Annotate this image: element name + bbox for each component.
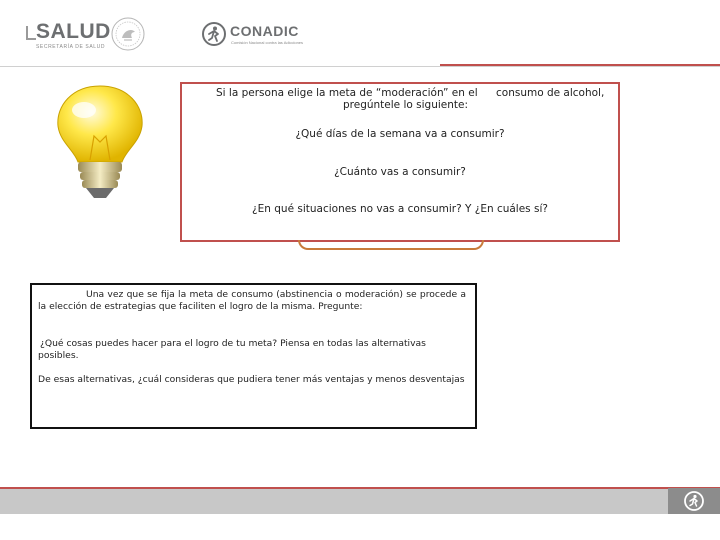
alternatives-question: ¿Qué cosas puedes hacer para el logro de tu meta? Piensa en todas las alternativas posibles. <box>38 338 426 361</box>
question-days: ¿Qué días de la semana va a consumir? <box>295 128 505 140</box>
light-bulb-icon <box>50 80 150 210</box>
footer-accent-line <box>0 487 720 489</box>
salud-subtitle: SECRETARÍA DE SALUD <box>36 44 106 50</box>
mexico-seal-icon <box>110 16 146 52</box>
callout-tab <box>298 240 484 250</box>
footer-bar <box>0 488 668 514</box>
footer-logo <box>668 488 720 514</box>
conadic-wordmark: CONADIC <box>230 23 299 39</box>
header-accent-line <box>440 64 720 66</box>
conadic-logo <box>202 22 332 48</box>
conadic-subtitle: Comisión Nacional contra las Adicciones <box>231 40 304 45</box>
conadic-emblem-icon <box>202 22 226 46</box>
moderation-intro-text-end: consumo de alcohol, <box>496 87 605 99</box>
salud-logo <box>30 20 110 50</box>
strategies-intro-paragraph: Una vez que se fija la meta de consumo (abstinencia o moderación) se procede a la elección de estrategias que faciliten el logro de la misma. Pregunte: <box>38 289 466 312</box>
salud-wordmark: SALUD <box>36 20 111 43</box>
advantages-question: De esas alternativas, ¿cuál consideras que pudiera tener más ventajas y menos desventajas <box>38 374 465 385</box>
salud-logo-mark-icon <box>26 26 36 40</box>
moderation-intro-text-line2: pregúntele lo siguiente: <box>343 99 469 111</box>
question-amount: ¿Cuánto vas a consumir? <box>334 166 466 178</box>
question-situations: ¿En qué situaciones no vas a consumir? Y ¿En cuáles sí? <box>252 203 548 215</box>
conadic-footer-icon <box>668 488 720 514</box>
moderation-intro-text: Si la persona elige la meta de “moderación” en el <box>216 87 478 99</box>
header-divider <box>0 66 720 67</box>
